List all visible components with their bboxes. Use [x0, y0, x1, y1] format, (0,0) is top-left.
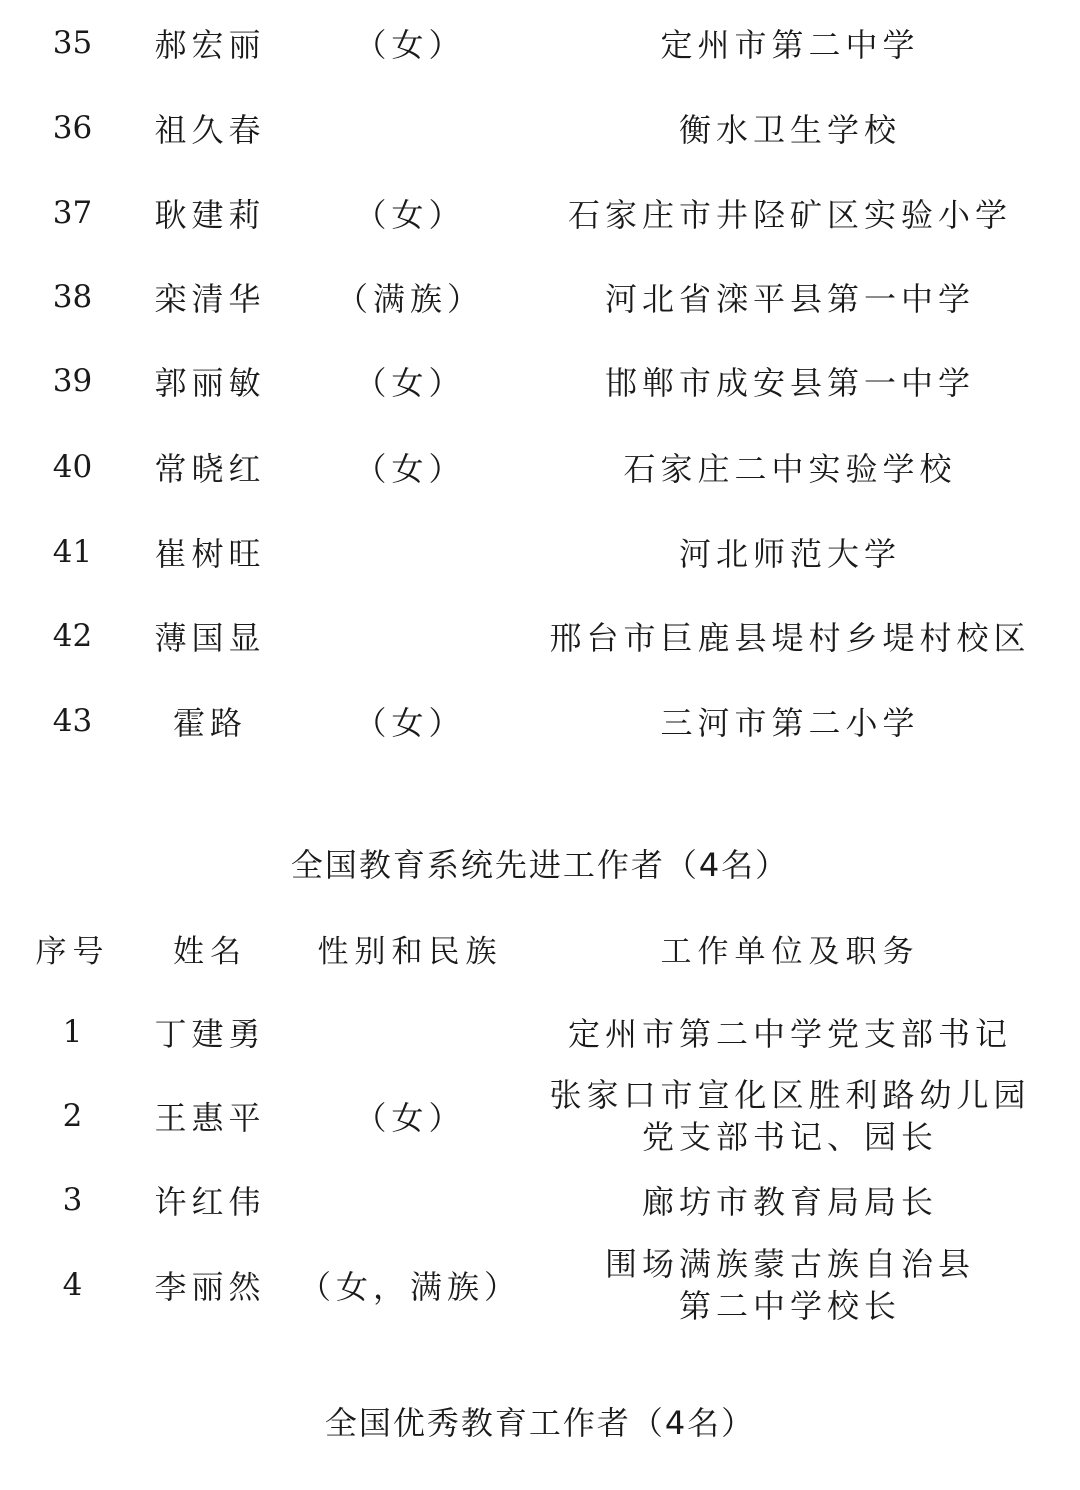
person-name: 王惠平: [154, 1099, 266, 1137]
person-name: 耿建莉: [154, 196, 266, 234]
table-row: [0, 13, 1080, 73]
table-header: [0, 918, 1080, 978]
person-name: 祖久春: [154, 111, 266, 149]
work-unit: 邯郸市成安县第一中学: [604, 364, 975, 402]
row-number: 38: [52, 279, 93, 315]
gender-ethnicity: （女）: [354, 364, 466, 402]
work-unit: 定州市第二中学: [660, 26, 920, 64]
gender-ethnicity: （女）: [354, 1099, 466, 1137]
table-row: [0, 1002, 1080, 1062]
table-row: [0, 98, 1080, 158]
gender-ethnicity: （女）: [354, 26, 466, 64]
person-name: 薄国显: [154, 619, 266, 657]
work-unit: [540, 1002, 1040, 1062]
header-gender: 性别和民族: [317, 933, 503, 970]
person-name: 栾清华: [154, 280, 266, 318]
table-row: [0, 1170, 1080, 1230]
row-number: 2: [62, 1098, 83, 1134]
gender-ethnicity: （满族）: [335, 280, 484, 318]
header-num: 序号: [35, 933, 110, 970]
work-unit-line: 围场满族蒙古族自治县: [604, 1245, 975, 1283]
table-row: [0, 522, 1080, 582]
work-unit: 河北省滦平县第一中学: [604, 280, 975, 318]
person-name: 丁建勇: [154, 1015, 266, 1053]
work-unit: [540, 1245, 1040, 1325]
table-row: [0, 183, 1080, 243]
work-unit: [540, 1170, 1040, 1230]
row-number: 36: [52, 110, 93, 146]
row-number: 37: [52, 195, 93, 231]
row-number: 1: [62, 1014, 83, 1050]
work-unit-line: 定州市第二中学党支部书记: [567, 1015, 1012, 1053]
row-number: 43: [52, 703, 93, 739]
row-number: 39: [52, 363, 93, 399]
person-name: 常晓红: [154, 450, 266, 488]
work-unit-line: 廊坊市教育局局长: [641, 1183, 938, 1221]
gender-ethnicity: [300, 1170, 520, 1230]
row-number: 42: [52, 618, 93, 654]
row-number: 35: [52, 25, 93, 61]
work-unit: 石家庄二中实验学校: [623, 450, 957, 488]
gender-ethnicity: （女）: [354, 450, 466, 488]
header-unit: 工作单位及职务: [660, 933, 920, 970]
section-title: 全国教育系统先进工作者（4名）: [290, 846, 790, 884]
gender-ethnicity: （女）: [354, 704, 466, 742]
table-row: [0, 1245, 1080, 1325]
row-number: 41: [52, 534, 93, 570]
table-row: [0, 351, 1080, 411]
person-name: 霍路: [172, 704, 247, 742]
work-unit-line: 张家口市宣化区胜利路幼儿园: [549, 1076, 1031, 1114]
person-name: 李丽然: [154, 1268, 266, 1306]
work-unit: 邢台市巨鹿县堤村乡堤村校区: [549, 619, 1031, 657]
work-unit: 衡水卫生学校: [678, 111, 901, 149]
person-name: 郭丽敏: [154, 364, 266, 402]
table-row: [0, 691, 1080, 751]
section-title: 全国优秀教育工作者（4名）: [324, 1404, 756, 1442]
table-row: [0, 1076, 1080, 1156]
work-unit: 河北师范大学: [678, 535, 901, 573]
gender-ethnicity: [300, 1002, 520, 1062]
table-row: [0, 606, 1080, 666]
work-unit: 石家庄市井陉矿区实验小学: [567, 196, 1012, 234]
person-name: 郝宏丽: [154, 26, 266, 64]
gender-ethnicity: （女）: [354, 196, 466, 234]
row-number: 4: [62, 1267, 83, 1303]
work-unit: 三河市第二小学: [660, 704, 920, 742]
gender-ethnicity: [300, 98, 520, 158]
row-number: 40: [52, 449, 93, 485]
table-row: [0, 437, 1080, 497]
work-unit: [540, 1076, 1040, 1156]
gender-ethnicity: （女，满族）: [299, 1268, 522, 1306]
person-name: 崔树旺: [154, 535, 266, 573]
table-row: [0, 267, 1080, 327]
gender-ethnicity: [300, 522, 520, 582]
header-name: 姓名: [173, 933, 247, 970]
work-unit-line: 党支部书记、园长: [641, 1118, 938, 1156]
row-number: 3: [62, 1182, 83, 1218]
work-unit-line: 第二中学校长: [678, 1287, 901, 1325]
gender-ethnicity: [300, 606, 520, 666]
person-name: 许红伟: [154, 1183, 266, 1221]
